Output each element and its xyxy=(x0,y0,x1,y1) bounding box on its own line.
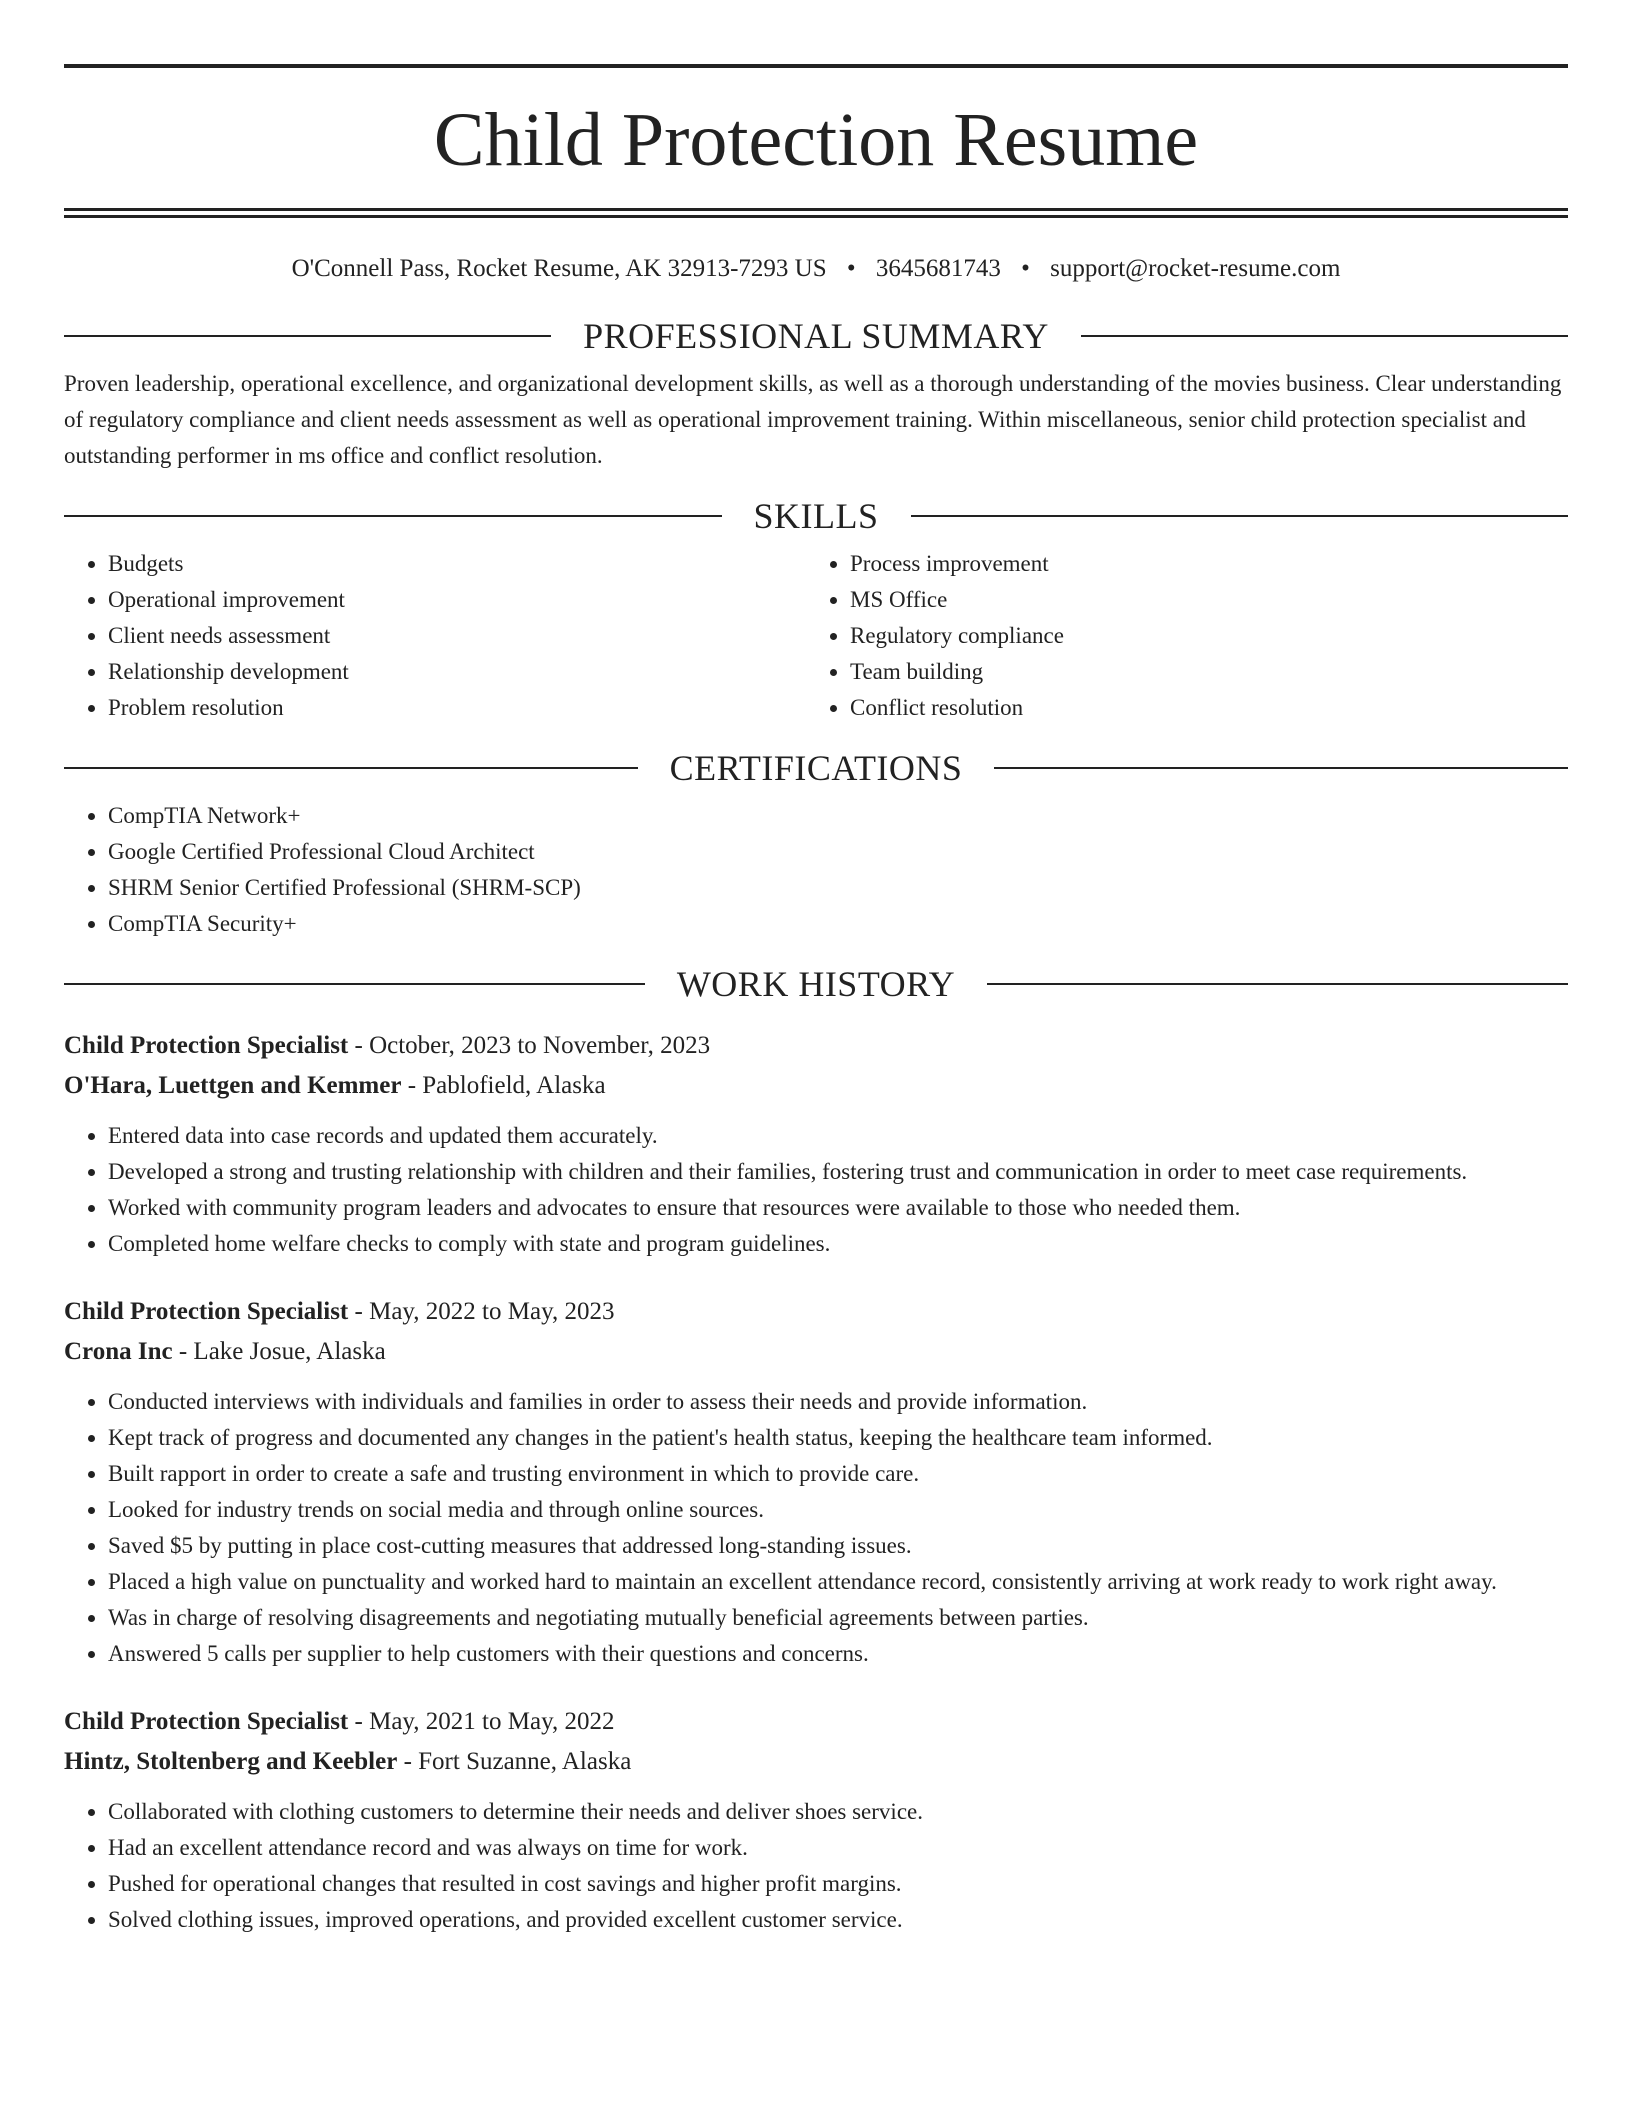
job-bullet: • Worked with community program leaders and advocates to ensure that resources were available to those who needed them. xyxy=(108,1190,1568,1226)
skill-item: • Operational improvement xyxy=(108,582,806,618)
job-bullet: • Pushed for operational changes that resulted in cost savings and higher profit margins. xyxy=(108,1866,1568,1902)
job-bullet: • Solved clothing issues, improved operations, and provided excellent customer service. xyxy=(108,1902,1568,1938)
contact-address: O'Connell Pass, Rocket Resume, AK 32913-7293 US xyxy=(291,255,827,282)
page-title: Child Protection Resume xyxy=(433,98,1199,182)
job-title: Child Protection Specialist xyxy=(64,1708,349,1735)
job-bullet: • Saved $5 by putting in place cost-cutting measures that addressed long-standing issues. xyxy=(108,1528,1568,1564)
skill-item: • MS Office xyxy=(850,582,1568,618)
job-title-line xyxy=(64,1026,1568,1066)
job-bullets xyxy=(64,1384,1568,1672)
job-dates: - May, 2021 to May, 2022 xyxy=(348,1708,615,1735)
job-title: Child Protection Specialist xyxy=(64,1298,349,1325)
job-bullet: • Developed a strong and trusting relationship with children and their families, fostering trust and communication in order to meet case requirements. xyxy=(108,1154,1568,1190)
job-bullet: • Completed home welfare checks to comply with state and program guidelines. xyxy=(108,1226,1568,1262)
certifications-heading-label: CERTIFICATIONS xyxy=(669,748,963,788)
skill-item: • Conflict resolution xyxy=(850,690,1568,726)
job-bullet: • Entered data into case records and updated them accurately. xyxy=(108,1118,1568,1154)
job-dates: - May, 2022 to May, 2023 xyxy=(348,1298,615,1325)
heading-rule-right xyxy=(911,515,1569,517)
skills-column-right xyxy=(806,546,1568,726)
work-heading-label: WORK HISTORY xyxy=(676,964,956,1004)
skills-column-left xyxy=(64,546,806,726)
job-bullet: • Built rapport in order to create a safe and trusting environment in which to provide care. xyxy=(108,1456,1568,1492)
skill-item: • Client needs assessment xyxy=(108,618,806,654)
skill-item: • Team building xyxy=(850,654,1568,690)
job-dates: - October, 2023 to November, 2023 xyxy=(348,1032,711,1059)
summary-text: Proven leadership, operational excellence, and organizational development skills, as well as a thorough understanding of the movies business. Clear understanding of regulatory compliance and client needs assessment as well as operational improvement training. Within miscellaneous, senior child protection specialist and outstanding performer in ms office and conflict resolution. xyxy=(64,371,1562,468)
job-title: Child Protection Specialist xyxy=(64,1032,349,1059)
job-bullet: • Conducted interviews with individuals and families in order to assess their needs and provide information. xyxy=(108,1384,1568,1420)
certification-item: • SHRM Senior Certified Professional (SHRM-SCP) xyxy=(108,870,1568,906)
job-company-line xyxy=(64,1742,1568,1782)
work-section-heading xyxy=(64,964,1568,1004)
heading-rule-left xyxy=(64,335,551,337)
job-entry xyxy=(64,1702,1568,1938)
contact-separator: • xyxy=(846,255,856,282)
job-company: Crona Inc xyxy=(64,1338,173,1365)
contact-line xyxy=(64,254,1568,284)
heading-rule-left xyxy=(64,767,638,769)
job-bullet: • Kept track of progress and documented any changes in the patient's health status, keeping the healthcare team informed. xyxy=(108,1420,1568,1456)
contact-phone: 3645681743 xyxy=(875,255,1001,282)
certifications-section-heading xyxy=(64,748,1568,788)
resume-page xyxy=(64,64,1568,1938)
job-location: - Lake Josue, Alaska xyxy=(172,1338,386,1365)
job-company: O'Hara, Luettgen and Kemmer xyxy=(64,1072,402,1099)
heading-rule-left xyxy=(64,983,645,985)
skills-heading-label: SKILLS xyxy=(753,496,879,536)
job-company-line xyxy=(64,1332,1568,1372)
skill-item: • Relationship development xyxy=(108,654,806,690)
skill-item: • Process improvement xyxy=(850,546,1568,582)
heading-rule-right xyxy=(987,983,1568,985)
skill-item: • Regulatory compliance xyxy=(850,618,1568,654)
heading-rule-right xyxy=(994,767,1568,769)
job-location: - Pablofield, Alaska xyxy=(401,1072,606,1099)
skills-list xyxy=(64,546,1568,726)
skills-section-heading xyxy=(64,496,1568,536)
contact-email: support@rocket-resume.com xyxy=(1050,255,1341,282)
job-bullets xyxy=(64,1118,1568,1262)
top-rule xyxy=(64,64,1568,68)
job-bullets xyxy=(64,1794,1568,1938)
job-location: - Fort Suzanne, Alaska xyxy=(397,1748,632,1775)
job-company: Hintz, Stoltenberg and Keebler xyxy=(64,1748,398,1775)
heading-rule-right xyxy=(1081,335,1568,337)
job-bullet: • Placed a high value on punctuality and worked hard to maintain an excellent attendance record, consistently arriving at work ready to work right away. xyxy=(108,1564,1568,1600)
job-entry xyxy=(64,1292,1568,1672)
job-company-line xyxy=(64,1066,1568,1106)
certification-item: • CompTIA Network+ xyxy=(108,798,1568,834)
job-entry xyxy=(64,1026,1568,1262)
job-bullet: • Answered 5 calls per supplier to help customers with their questions and concerns. xyxy=(108,1636,1568,1672)
job-bullet: • Looked for industry trends on social media and through online sources. xyxy=(108,1492,1568,1528)
contact-separator: • xyxy=(1021,255,1030,282)
skill-item: • Problem resolution xyxy=(108,690,806,726)
job-title-line xyxy=(64,1702,1568,1742)
skill-item: • Budgets xyxy=(108,546,806,582)
summary-heading-label: PROFESSIONAL SUMMARY xyxy=(583,316,1049,356)
title-double-rule xyxy=(64,208,1568,218)
heading-rule-left xyxy=(64,515,722,517)
certifications-list xyxy=(64,798,1568,942)
certification-item: • Google Certified Professional Cloud Architect xyxy=(108,834,1568,870)
job-bullet: • Was in charge of resolving disagreements and negotiating mutually beneficial agreements between parties. xyxy=(108,1600,1568,1636)
summary-section-heading xyxy=(64,316,1568,356)
job-bullet: • Had an excellent attendance record and was always on time for work. xyxy=(108,1830,1568,1866)
job-bullet: • Collaborated with clothing customers to determine their needs and deliver shoes service. xyxy=(108,1794,1568,1830)
certification-item: • CompTIA Security+ xyxy=(108,906,1568,942)
job-title-line xyxy=(64,1292,1568,1332)
